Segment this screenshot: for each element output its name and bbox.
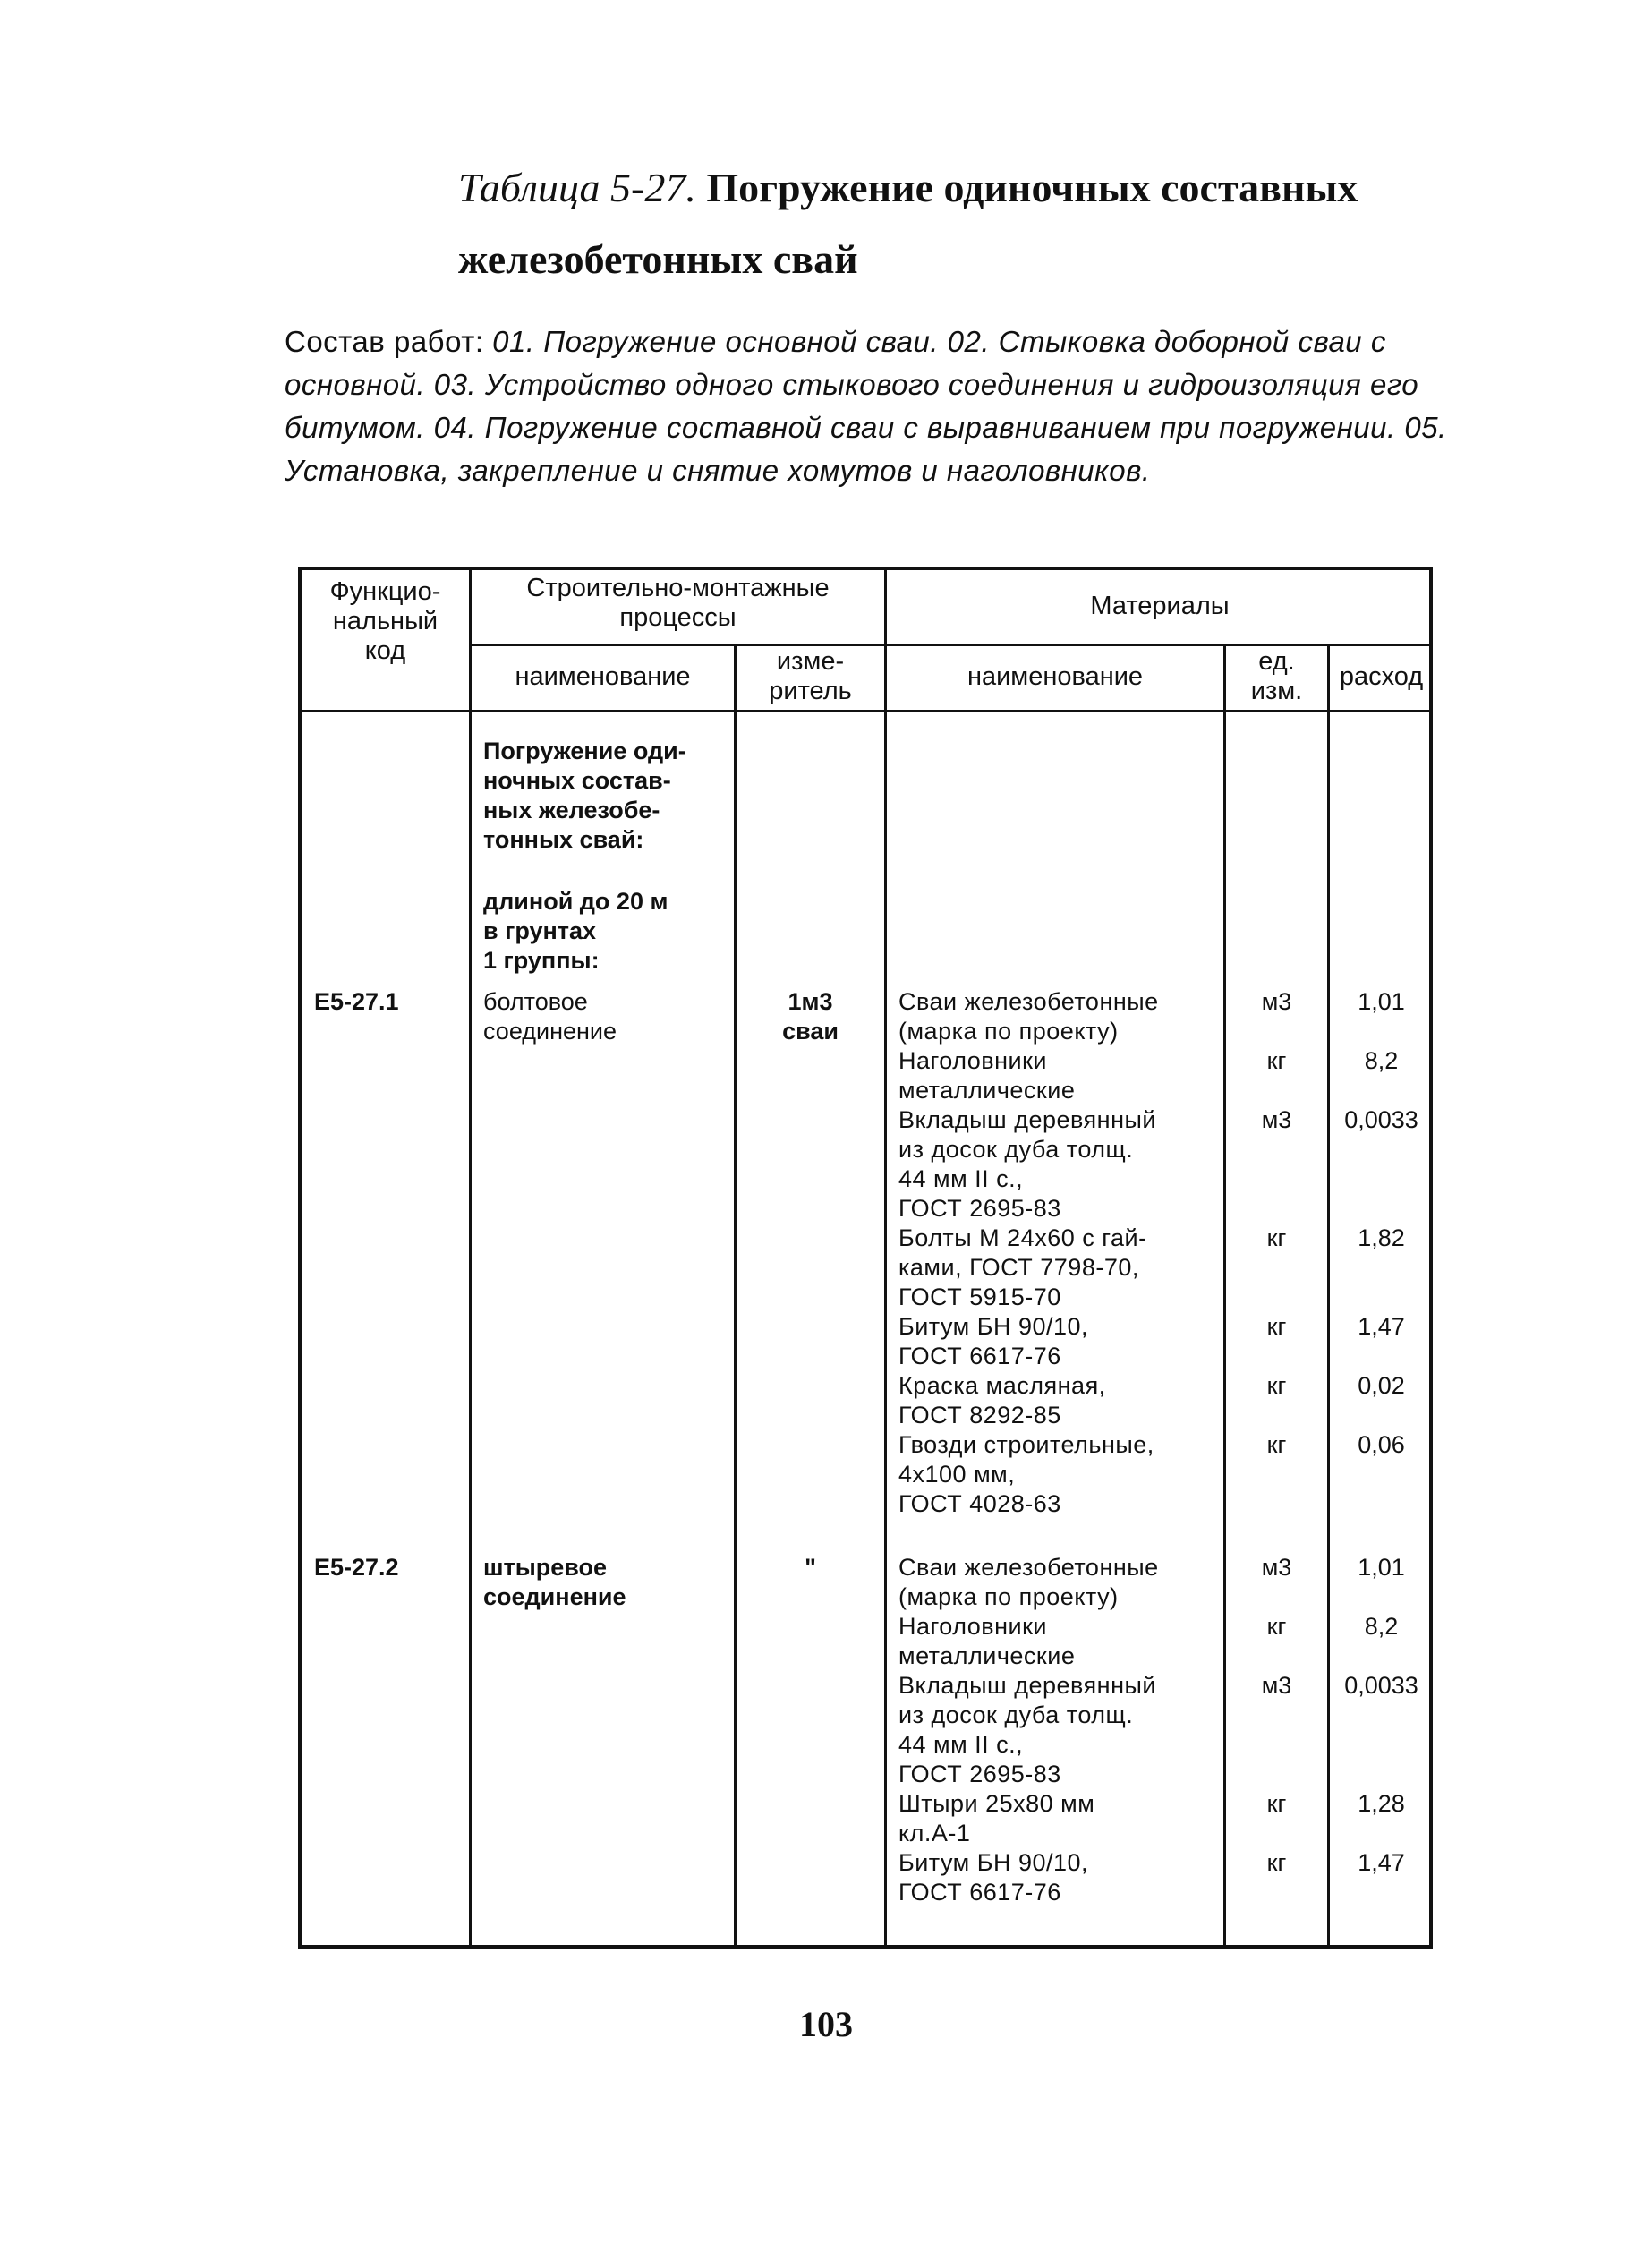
table-divider <box>1327 644 1330 1945</box>
header-material-name: наименование <box>967 662 1144 691</box>
material-amount: 1,47 <box>1358 1849 1405 1876</box>
material-amount: 1,01 <box>1358 1554 1405 1581</box>
material-name: Битум БН 90/10, ГОСТ 6617-76 <box>898 1849 1089 1906</box>
table-divider <box>302 710 1429 712</box>
material-unit: м3 <box>1261 1672 1292 1699</box>
row-process: болтовое соединение <box>483 988 617 1045</box>
material-unit: кг <box>1266 1224 1287 1251</box>
header-materials: Материалы <box>1090 592 1230 620</box>
material-unit: м3 <box>1261 1554 1292 1581</box>
row-meter: 1м3 сваи <box>782 988 839 1045</box>
material-unit: кг <box>1266 1790 1287 1817</box>
material-amount: 1,28 <box>1358 1790 1405 1817</box>
material-name: Наголовники металлические <box>898 1613 1076 1669</box>
material-name: Болты М 24х60 с гай- ками, ГОСТ 7798-70, ГОСТ 5915-70 <box>898 1224 1147 1310</box>
material-unit: м3 <box>1261 1106 1292 1133</box>
material-amount: 8,2 <box>1364 1613 1399 1640</box>
material-unit: кг <box>1266 1613 1287 1640</box>
header-code: Функцио- нальный код <box>329 577 441 665</box>
material-name: Вкладыш деревянный из досок дуба толщ. 44 мм II с., ГОСТ 2695-83 <box>898 1106 1156 1222</box>
material-unit: кг <box>1266 1372 1287 1399</box>
material-amount: 0,06 <box>1358 1431 1405 1458</box>
material-unit: м3 <box>1261 988 1292 1015</box>
subgroup-heading: длиной до 20 м в грунтах 1 группы: <box>483 888 668 974</box>
material-unit: кг <box>1266 1047 1287 1074</box>
header-unit: ед. изм. <box>1250 647 1303 705</box>
material-name: Сваи железобетонные (марка по проекту) <box>898 1554 1159 1610</box>
material-amount: 0,0033 <box>1344 1672 1418 1699</box>
page-title <box>458 152 1514 295</box>
material-amount: 1,82 <box>1358 1224 1405 1251</box>
material-name: Гвозди строительные, 4х100 мм, ГОСТ 4028-63 <box>898 1431 1154 1517</box>
header-process-meter: изме- ритель <box>769 647 852 705</box>
work-composition <box>285 320 1457 492</box>
material-name: Краска масляная, ГОСТ 8292-85 <box>898 1372 1106 1429</box>
norms-table <box>298 567 1433 1949</box>
material-unit: кг <box>1266 1431 1287 1458</box>
row-process: штыревое соединение <box>483 1554 626 1610</box>
work-composition-label: Состав работ: <box>285 325 484 358</box>
material-name: Штыри 25х80 мм кл.А-1 <box>898 1790 1095 1846</box>
row-meter: " <box>805 1554 816 1581</box>
material-amount: 0,02 <box>1358 1372 1405 1399</box>
page-number: 103 <box>799 2004 853 2044</box>
material-amount: 8,2 <box>1364 1047 1399 1074</box>
table-divider <box>1223 644 1226 1945</box>
material-name: Битум БН 90/10, ГОСТ 6617-76 <box>898 1313 1089 1369</box>
table-divider <box>469 644 1429 646</box>
table-divider <box>884 570 887 1945</box>
header-processes: Строительно-монтажные процессы <box>526 574 830 632</box>
header-consumption: расход <box>1339 662 1424 691</box>
table-divider <box>734 644 737 1945</box>
material-amount: 1,47 <box>1358 1313 1405 1340</box>
material-name: Вкладыш деревянный из досок дуба толщ. 44 мм II с., ГОСТ 2695-83 <box>898 1672 1156 1787</box>
material-unit: кг <box>1266 1849 1287 1876</box>
row-code: Е5-27.1 <box>314 988 399 1015</box>
title-label: Таблица 5-27. <box>458 165 696 210</box>
material-name: Сваи железобетонные (марка по проекту) <box>898 988 1159 1045</box>
row-code: Е5-27.2 <box>314 1554 399 1581</box>
table-divider <box>469 570 472 1945</box>
material-name: Наголовники металлические <box>898 1047 1076 1104</box>
material-amount: 1,01 <box>1358 988 1405 1015</box>
header-process-name: наименование <box>515 662 691 691</box>
title-text: Погружение одиночных составных железобетонных свай <box>458 165 1358 282</box>
material-amount: 0,0033 <box>1344 1106 1418 1133</box>
group-heading: Погружение оди- ночных состав- ных железобе- тонных свай: <box>483 738 686 853</box>
material-unit: кг <box>1266 1313 1287 1340</box>
work-composition-text: 01. Погружение основной сваи. 02. Стыковка доборной сваи с основной. 03. Устройство одного стыкового соединения и гидроизоляция его битумом. 04. Погружение составной сваи с выравниванием при погружении. 05. Установка, закрепление и снятие хомутов и наголовников. <box>285 325 1447 487</box>
